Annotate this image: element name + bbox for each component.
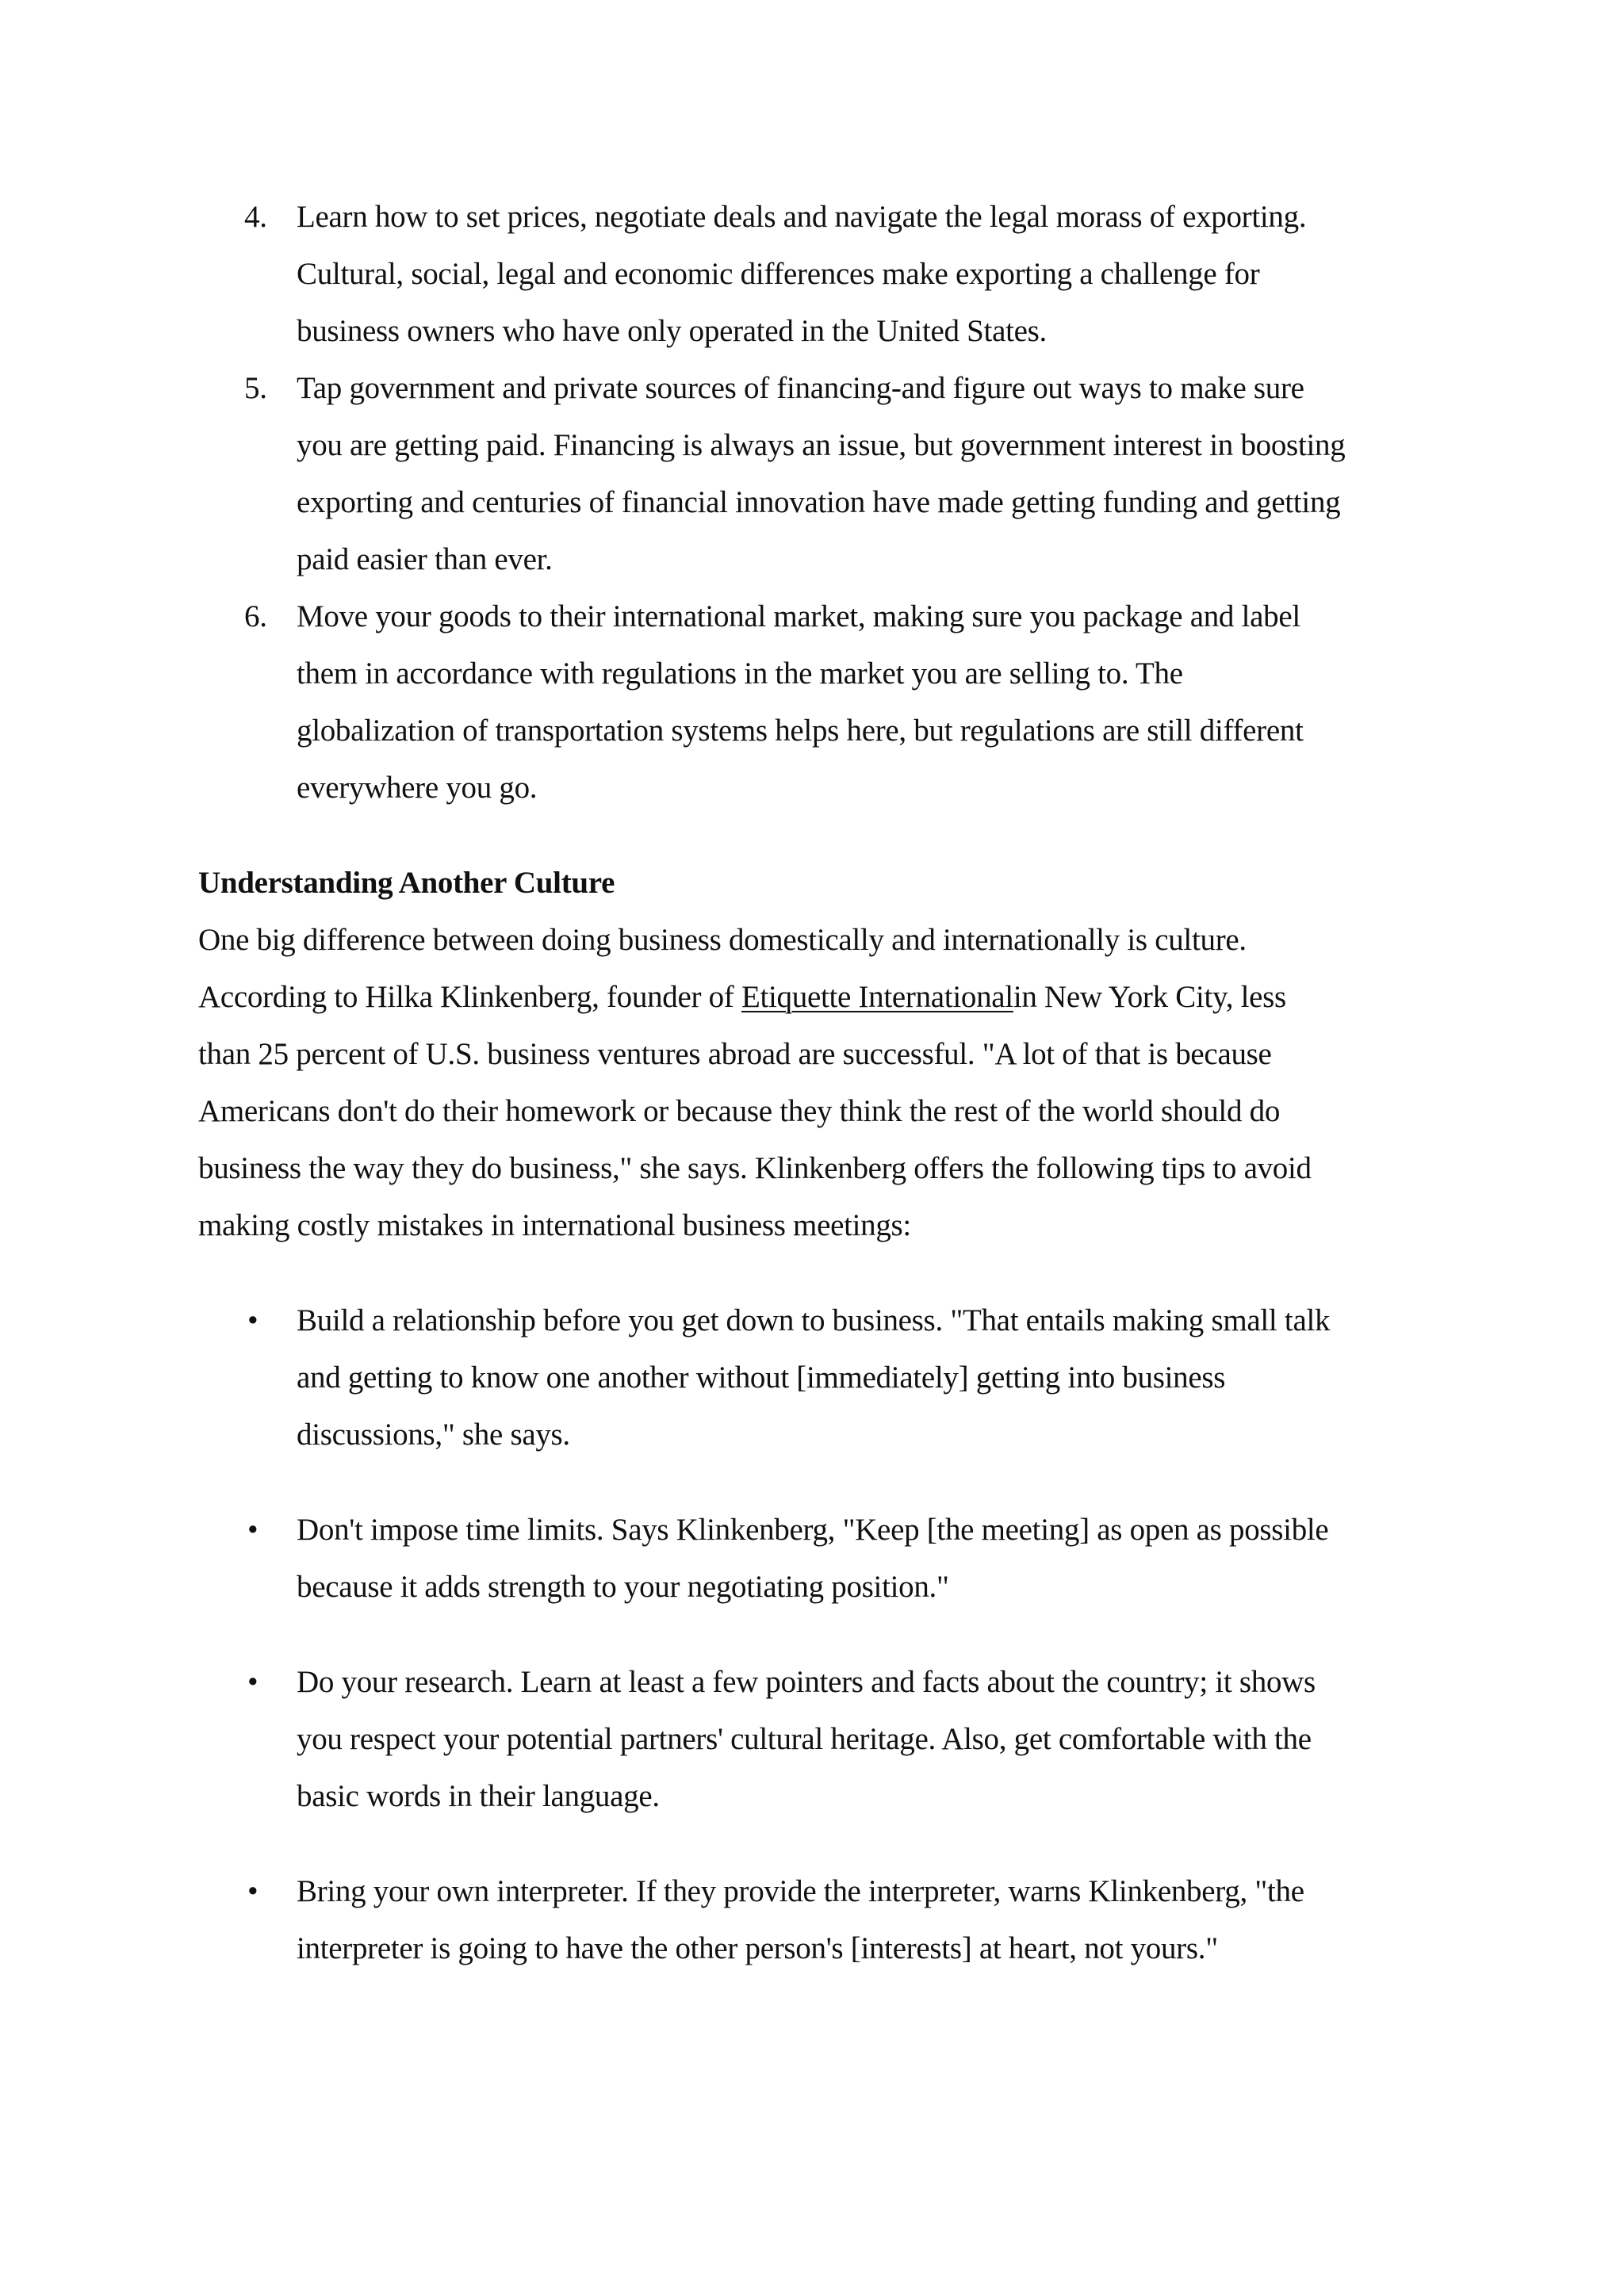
paragraph-line: One big difference between doing business domestically and internationally is culture.: [198, 923, 1247, 957]
list-item-text-line: Move your goods to their international market, making sure you package and label: [297, 599, 1300, 633]
list-item-text-line: globalization of transportation systems helps here, but regulations are still different: [297, 714, 1304, 748]
bullet-text-line: discussions," she says.: [297, 1418, 570, 1452]
bullet-text-line: interpreter is going to have the other person's [interests] at heart, not yours.": [297, 1931, 1218, 1965]
list-item-text-line: you are getting paid. Financing is always an issue, but government interest in boosting: [297, 428, 1346, 462]
bullet-text-line: you respect your potential partners' cultural heritage. Also, get comfortable with the: [297, 1722, 1312, 1756]
list-item-text-line: them in accordance with regulations in the market you are selling to. The: [297, 656, 1183, 691]
paragraph-text: According to Hilka Klinkenberg, founder of: [198, 980, 741, 1014]
list-item-text-line: Cultural, social, legal and economic differences make exporting a challenge for: [297, 257, 1260, 291]
list-item-text-line: Learn how to set prices, negotiate deals and navigate the legal morass of exporting.: [297, 200, 1307, 234]
etiquette-international-link[interactable]: Etiquette International: [741, 980, 1013, 1014]
paragraph-line: [198, 982, 1286, 1012]
bullet-text-line: Bring your own interpreter. If they provide the interpreter, warns Klinkenberg, "the: [297, 1874, 1304, 1908]
paragraph-line: business the way they do business," she says. Klinkenberg offers the following tips to avoid: [198, 1151, 1312, 1185]
bullet-text-line: Do your research. Learn at least a few pointers and facts about the country; it shows: [297, 1665, 1316, 1699]
paragraph-text: in New York City, less: [1013, 980, 1286, 1014]
list-number: 4.: [244, 200, 267, 234]
bullet-text-line: basic words in their language.: [297, 1779, 660, 1813]
bullet-text-line: Don't impose time limits. Says Klinkenberg, "Keep [the meeting] as open as possible: [297, 1513, 1329, 1547]
bullet-symbol: •: [247, 1874, 259, 1908]
paragraph-line: making costly mistakes in international business meetings:: [198, 1208, 911, 1242]
paragraph-line: than 25 percent of U.S. business ventures abroad are successful. "A lot of that is because: [198, 1037, 1272, 1071]
bullet-symbol: •: [247, 1513, 259, 1547]
list-item-text-line: paid easier than ever.: [297, 542, 553, 576]
list-item-text-line: everywhere you go.: [297, 771, 538, 805]
list-item-text-line: exporting and centuries of financial innovation have made getting funding and getting: [297, 485, 1341, 519]
list-item-text-line: Tap government and private sources of financing-and figure out ways to make sure: [297, 371, 1304, 405]
bullet-text-line: and getting to know one another without [immediately] getting into business: [297, 1360, 1226, 1395]
bullet-text-line: because it adds strength to your negotiating position.": [297, 1570, 949, 1604]
bullet-symbol: •: [247, 1665, 259, 1699]
section-heading: Understanding Another Culture: [198, 866, 615, 900]
paragraph-line: Americans don't do their homework or because they think the rest of the world should do: [198, 1094, 1281, 1128]
bullet-symbol: •: [247, 1303, 259, 1337]
bullet-text-line: Build a relationship before you get down to business. "That entails making small talk: [297, 1303, 1331, 1337]
list-item-text-line: business owners who have only operated in the United States.: [297, 314, 1047, 348]
list-number: 5.: [244, 371, 267, 405]
list-number: 6.: [244, 599, 267, 633]
